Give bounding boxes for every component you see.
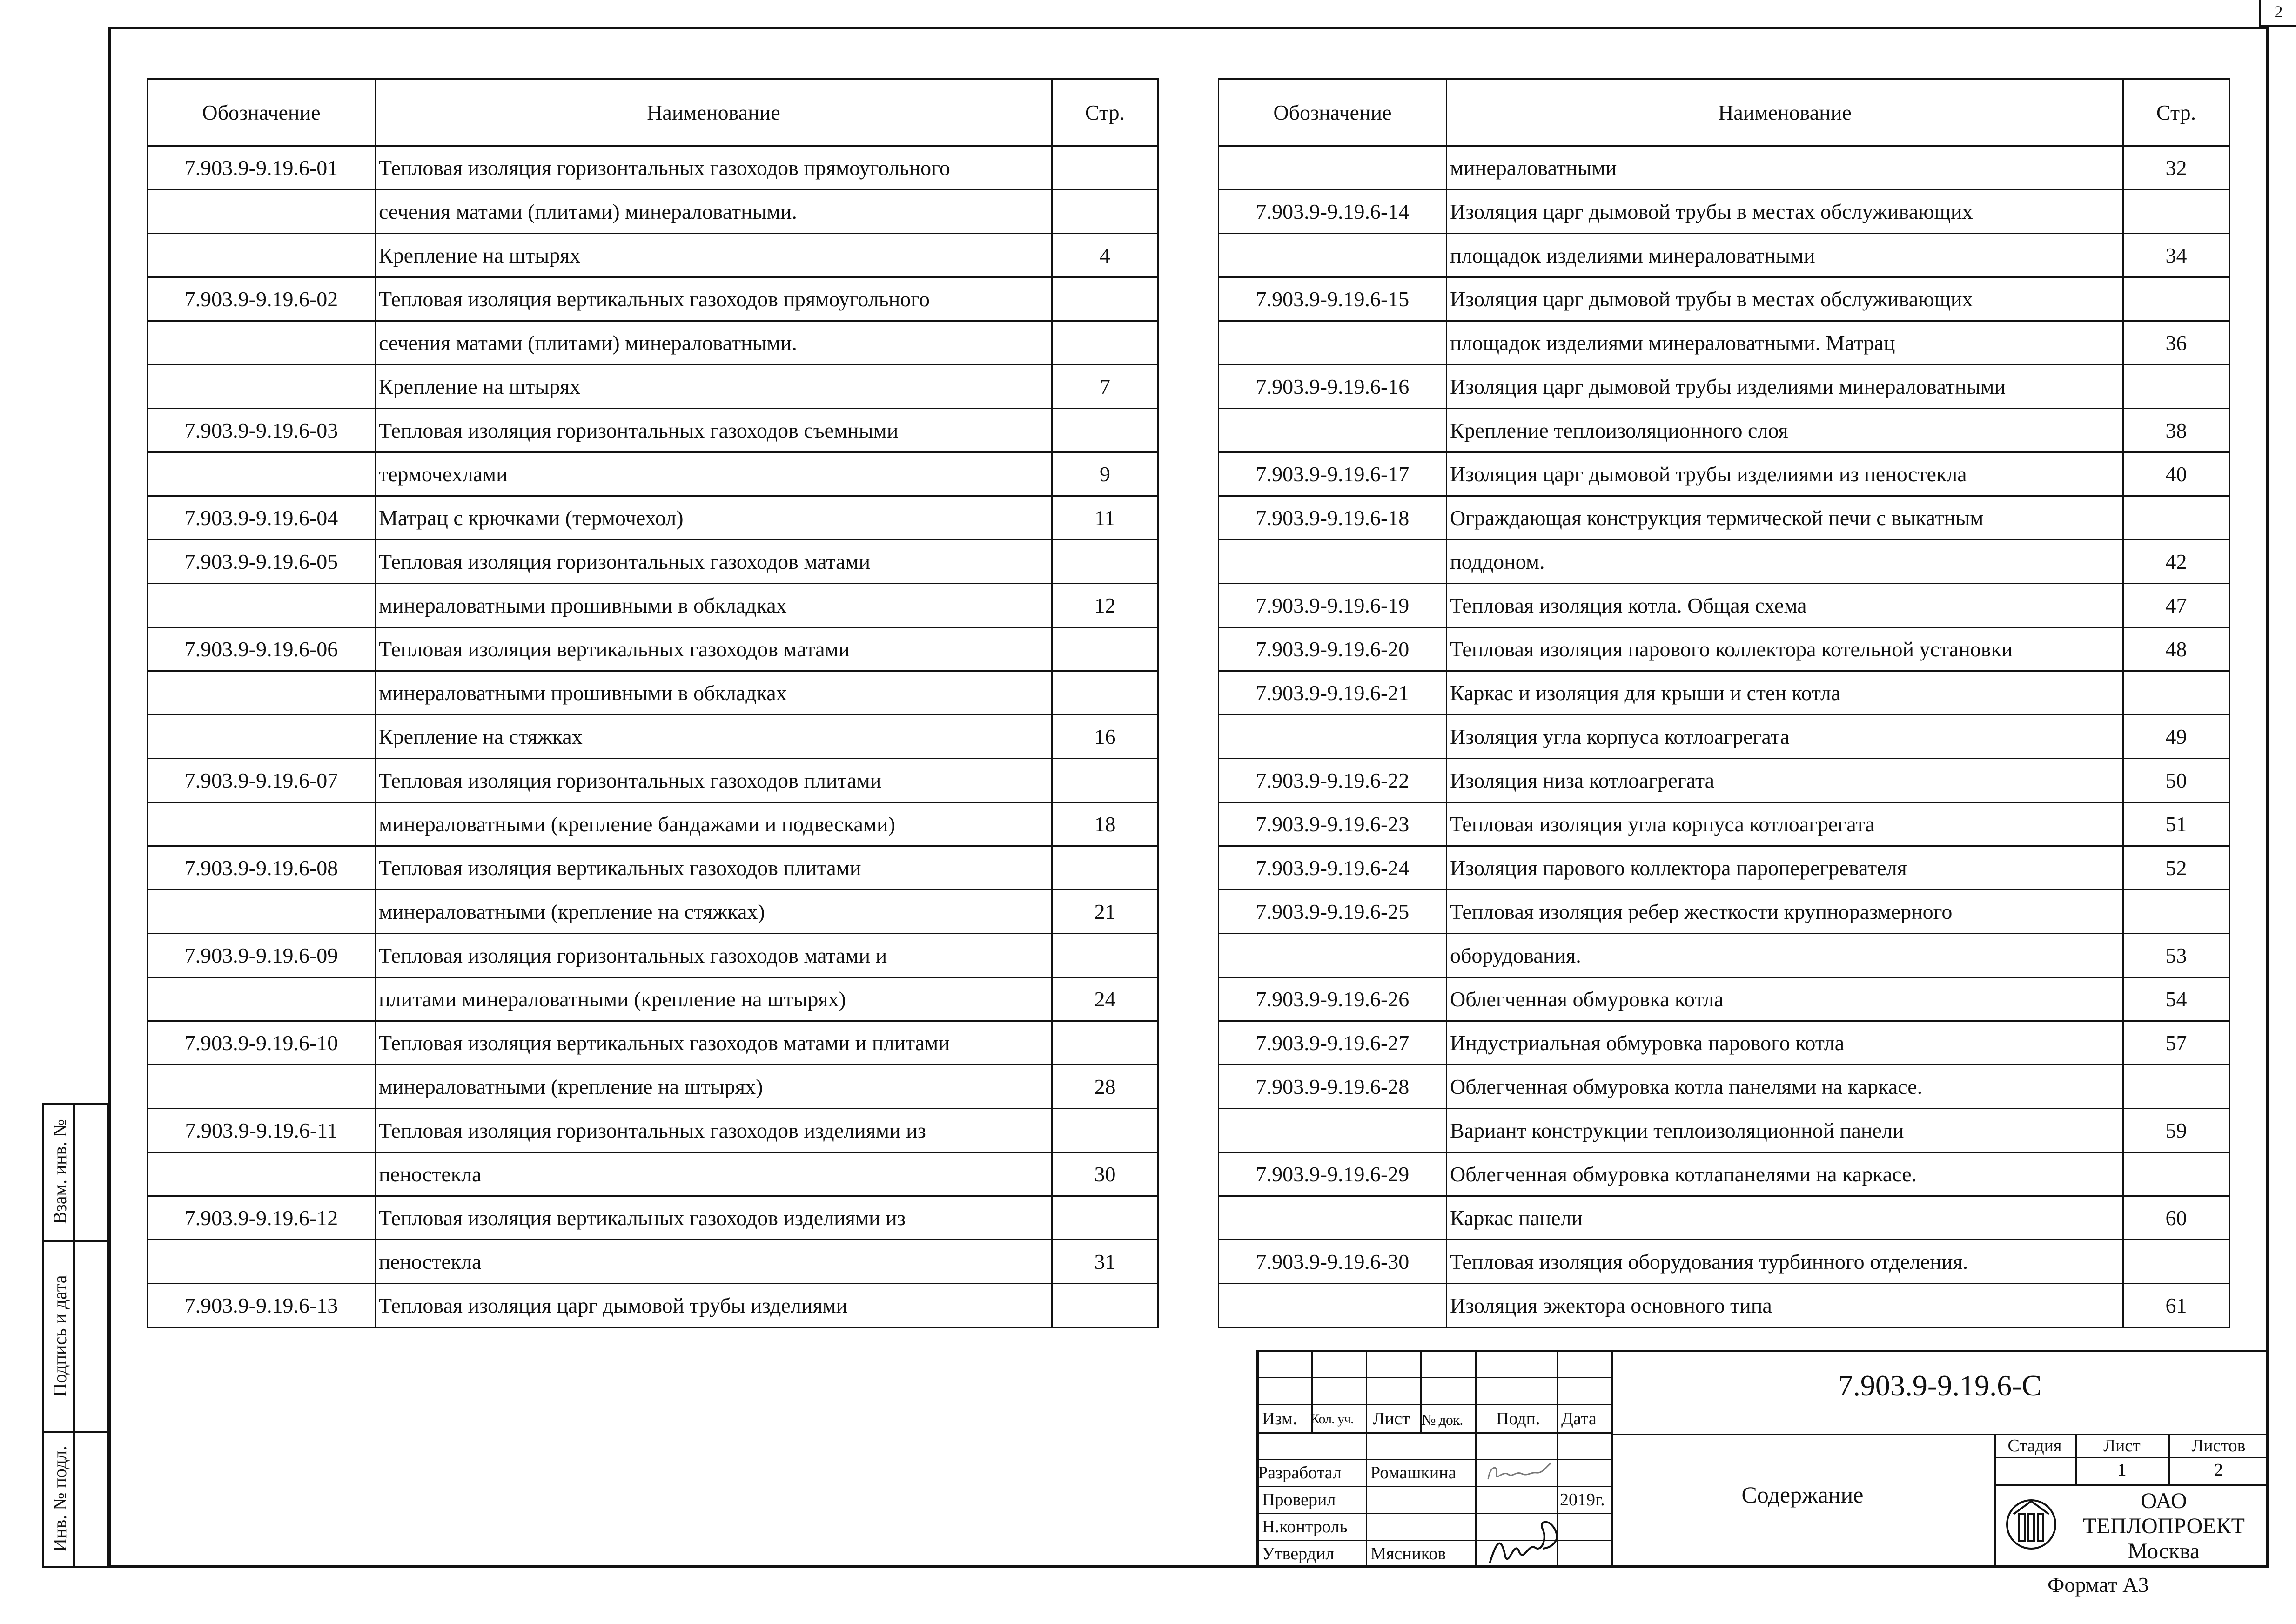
row-name: плитами минераловатными (крепление на штырях)	[376, 977, 1052, 1021]
row-name: сечения матами (плитами) минераловатными.	[376, 321, 1052, 365]
row-page	[1052, 1196, 1158, 1240]
row-page: 59	[2123, 1109, 2229, 1152]
table-row	[1219, 890, 2229, 934]
row-page: 11	[1052, 496, 1158, 540]
doc-title: Содержание	[1741, 1482, 1864, 1508]
col-header-doc: № док.	[1422, 1411, 1463, 1428]
table-row	[148, 540, 1158, 584]
row-code: 7.903.9-9.19.6-19	[1219, 584, 1447, 627]
row-code	[148, 234, 376, 277]
row-page: 53	[2123, 934, 2229, 977]
row-page: 61	[2123, 1284, 2229, 1328]
row-page	[1052, 671, 1158, 715]
row-page: 7	[1052, 365, 1158, 409]
table-row	[148, 627, 1158, 671]
col-header-list: Лист	[1373, 1409, 1410, 1429]
row-name: Вариант конструкции теплоизоляционной панели	[1447, 1109, 2123, 1152]
table-row	[148, 934, 1158, 977]
table-row	[148, 890, 1158, 934]
row-code: 7.903.9-9.19.6-06	[148, 627, 376, 671]
sheet-label: Лист	[2103, 1436, 2141, 1456]
row-page	[1052, 846, 1158, 890]
row-code	[1219, 934, 1447, 977]
table-row	[1219, 1284, 2229, 1328]
table-row	[1219, 977, 2229, 1021]
row-name: минераловатными (крепление на штырях)	[376, 1065, 1052, 1109]
row-code: 7.903.9-9.19.6-13	[148, 1284, 376, 1328]
table-row	[1219, 365, 2229, 409]
col-header-podp: Подп.	[1496, 1409, 1540, 1429]
row-code	[1219, 409, 1447, 452]
table-row	[1219, 802, 2229, 846]
row-code: 7.903.9-9.19.6-04	[148, 496, 376, 540]
row-page: 31	[1052, 1240, 1158, 1284]
title-block-grid	[1256, 1513, 1611, 1514]
table-row	[148, 1109, 1158, 1152]
table-row	[148, 1152, 1158, 1196]
table-row	[1219, 759, 2229, 802]
table-row	[148, 1284, 1158, 1328]
row-code: 7.903.9-9.19.6-28	[1219, 1065, 1447, 1109]
header-name: Наименование	[376, 79, 1052, 146]
header-page: Стр.	[1052, 79, 1158, 146]
row-name: оборудования.	[1447, 934, 2123, 977]
row-code	[1219, 234, 1447, 277]
row-page: 32	[2123, 146, 2229, 190]
table-row	[148, 1240, 1158, 1284]
row-code	[148, 1152, 376, 1196]
table-row	[148, 759, 1158, 802]
row-code: 7.903.9-9.19.6-08	[148, 846, 376, 890]
row-page	[2123, 1152, 2229, 1196]
row-page	[1052, 190, 1158, 234]
row-page: 48	[2123, 627, 2229, 671]
row-code: 7.903.9-9.19.6-30	[1219, 1240, 1447, 1284]
row-name: минераловатными (крепление бандажами и подвесками)	[376, 802, 1052, 846]
row-code: 7.903.9-9.19.6-17	[1219, 452, 1447, 496]
row-page	[1052, 759, 1158, 802]
row-code: 7.903.9-9.19.6-21	[1219, 671, 1447, 715]
table-row	[148, 584, 1158, 627]
table-row	[1219, 190, 2229, 234]
row-code	[148, 671, 376, 715]
side-label-podpis: Подпись и дата	[49, 1275, 70, 1397]
row-page	[2123, 190, 2229, 234]
role-checked: Проверил	[1262, 1490, 1336, 1509]
row-code	[1219, 540, 1447, 584]
side-label-vzam: Взам. инв. №	[49, 1119, 70, 1224]
row-page: 12	[1052, 584, 1158, 627]
role-approved-name: Мясников	[1370, 1544, 1446, 1563]
row-page: 57	[2123, 1021, 2229, 1065]
row-page	[1052, 627, 1158, 671]
sheet-value: 1	[2117, 1460, 2127, 1480]
table-row	[1219, 1152, 2229, 1196]
row-code: 7.903.9-9.19.6-29	[1219, 1152, 1447, 1196]
row-code: 7.903.9-9.19.6-22	[1219, 759, 1447, 802]
row-name: Тепловая изоляция оборудования турбинного отделения.	[1447, 1240, 2123, 1284]
row-name: пеностекла	[376, 1240, 1052, 1284]
row-code	[1219, 715, 1447, 759]
side-label-inv: Инв. № подл.	[49, 1446, 70, 1552]
col-header-kol: Кол. уч.	[1310, 1411, 1354, 1427]
row-name: Тепловая изоляция угла корпуса котлоагрегата	[1447, 802, 2123, 846]
sheets-label: Листов	[2191, 1436, 2246, 1456]
row-name: Изоляция царг дымовой трубы изделиями из пеностекла	[1447, 452, 2123, 496]
row-code	[148, 321, 376, 365]
row-name: Тепловая изоляция вертикальных газоходов изделиями из	[376, 1196, 1052, 1240]
row-page: 49	[2123, 715, 2229, 759]
row-name: Крепление на стяжках	[376, 715, 1052, 759]
row-code: 7.903.9-9.19.6-27	[1219, 1021, 1447, 1065]
title-block-grid	[1256, 1486, 1611, 1487]
row-code: 7.903.9-9.19.6-26	[1219, 977, 1447, 1021]
row-code	[148, 584, 376, 627]
row-name: Тепловая изоляция котла. Общая схема	[1447, 584, 2123, 627]
table-row	[148, 409, 1158, 452]
row-name: Изоляция парового коллектора пароперегревателя	[1447, 846, 2123, 890]
row-name: Матрац с крючками (термочехол)	[376, 496, 1052, 540]
table-row	[1219, 846, 2229, 890]
table-row	[1219, 234, 2229, 277]
teploproekt-logo-icon	[2003, 1496, 2059, 1552]
row-page: 50	[2123, 759, 2229, 802]
row-name: площадок изделиями минераловатными. Матрац	[1447, 321, 2123, 365]
table-row	[148, 1021, 1158, 1065]
row-page: 42	[2123, 540, 2229, 584]
row-name: Облегченная обмуровка котлапанелями на каркасе.	[1447, 1152, 2123, 1196]
stage-label: Стадия	[2007, 1436, 2062, 1456]
row-code: 7.903.9-9.19.6-02	[148, 277, 376, 321]
row-page	[2123, 1065, 2229, 1109]
row-name: Изоляция царг дымовой трубы в местах обслуживающих	[1447, 190, 2123, 234]
org-line-2: ТЕПЛОПРОЕКТ	[2083, 1514, 2245, 1538]
row-code: 7.903.9-9.19.6-16	[1219, 365, 1447, 409]
row-name: Ограждающая конструкция термической печи с выкатным	[1447, 496, 2123, 540]
col-header-date: Дата	[1561, 1409, 1597, 1429]
org-line-3: Москва	[2128, 1539, 2200, 1563]
table-row	[148, 365, 1158, 409]
role-developed-name: Ромашкина	[1370, 1463, 1457, 1482]
row-code: 7.903.9-9.19.6-12	[148, 1196, 376, 1240]
table-row	[1219, 934, 2229, 977]
row-name: минераловатными	[1447, 146, 2123, 190]
row-code	[148, 715, 376, 759]
row-page	[2123, 671, 2229, 715]
title-block-divider	[1994, 1484, 2269, 1486]
table-row	[1219, 1109, 2229, 1152]
org-line-1: ОАО	[2141, 1489, 2187, 1513]
row-code	[148, 977, 376, 1021]
row-page: 54	[2123, 977, 2229, 1021]
row-code: 7.903.9-9.19.6-10	[148, 1021, 376, 1065]
row-name: Крепление на штырях	[376, 365, 1052, 409]
row-name: Тепловая изоляция вертикальных газоходов матами и плитами	[376, 1021, 1052, 1065]
table-row	[148, 715, 1158, 759]
table-row	[148, 452, 1158, 496]
table-row	[1219, 321, 2229, 365]
sheets-value: 2	[2214, 1460, 2223, 1480]
row-page	[1052, 146, 1158, 190]
title-block-grid	[1256, 1459, 1611, 1460]
row-code	[148, 190, 376, 234]
table-row	[1219, 1065, 2229, 1109]
row-name: Тепловая изоляция горизонтальных газоходов съемными	[376, 409, 1052, 452]
row-name: Крепление на штырях	[376, 234, 1052, 277]
row-page: 40	[2123, 452, 2229, 496]
table-row	[148, 146, 1158, 190]
row-page	[1052, 1109, 1158, 1152]
row-name: Тепловая изоляция парового коллектора котельной установки	[1447, 627, 2123, 671]
header-name: Наименование	[1447, 79, 2123, 146]
table-row	[148, 190, 1158, 234]
col-header-izm: Изм.	[1262, 1409, 1297, 1429]
row-page: 28	[1052, 1065, 1158, 1109]
row-page: 36	[2123, 321, 2229, 365]
row-name: поддоном.	[1447, 540, 2123, 584]
row-name: Тепловая изоляция ребер жесткости крупноразмерного	[1447, 890, 2123, 934]
table-row	[1219, 1021, 2229, 1065]
row-name: минераловатными (крепление на стяжках)	[376, 890, 1052, 934]
table-row	[1219, 671, 2229, 715]
row-page	[2123, 890, 2229, 934]
row-page: 52	[2123, 846, 2229, 890]
title-block-grid	[1256, 1377, 1611, 1378]
row-page	[2123, 277, 2229, 321]
row-page	[1052, 321, 1158, 365]
row-name: Крепление теплоизоляционного слоя	[1447, 409, 2123, 452]
row-name: Изоляция царг дымовой трубы изделиями минераловатными	[1447, 365, 2123, 409]
row-name: Каркас и изоляция для крыши и стен котла	[1447, 671, 2123, 715]
sheet-number: 2	[2259, 0, 2296, 27]
row-name: Тепловая изоляция вертикальных газоходов прямоугольного	[376, 277, 1052, 321]
row-code	[1219, 146, 1447, 190]
row-page	[1052, 1021, 1158, 1065]
row-code	[148, 802, 376, 846]
table-row	[148, 277, 1158, 321]
table-row	[148, 321, 1158, 365]
row-code: 7.903.9-9.19.6-20	[1219, 627, 1447, 671]
table-row	[1219, 584, 2229, 627]
row-name: термочехлами	[376, 452, 1052, 496]
row-page	[2123, 1240, 2229, 1284]
row-code	[148, 365, 376, 409]
row-code: 7.903.9-9.19.6-18	[1219, 496, 1447, 540]
row-name: Тепловая изоляция горизонтальных газоходов матами и	[376, 934, 1052, 977]
row-code: 7.903.9-9.19.6-03	[148, 409, 376, 452]
row-code	[148, 1065, 376, 1109]
header-page: Стр.	[2123, 79, 2229, 146]
table-row	[1219, 496, 2229, 540]
table-row	[1219, 277, 2229, 321]
row-code: 7.903.9-9.19.6-15	[1219, 277, 1447, 321]
row-page	[1052, 540, 1158, 584]
row-page	[1052, 1284, 1158, 1328]
table-row	[148, 1065, 1158, 1109]
row-name: Индустриальная обмуровка парового котла	[1447, 1021, 2123, 1065]
table-row	[1219, 627, 2229, 671]
table-row	[1219, 146, 2229, 190]
role-ncontrol: Н.контроль	[1262, 1517, 1348, 1536]
row-code: 7.903.9-9.19.6-25	[1219, 890, 1447, 934]
title-block-grid	[1256, 1432, 1611, 1434]
table-row	[148, 802, 1158, 846]
row-name: Изоляция угла корпуса котлоагрегата	[1447, 715, 2123, 759]
table-row	[148, 977, 1158, 1021]
row-name: Тепловая изоляция царг дымовой трубы изделиями	[376, 1284, 1052, 1328]
row-page: 38	[2123, 409, 2229, 452]
row-name: Облегченная обмуровка котла	[1447, 977, 2123, 1021]
contents-table-left	[147, 78, 1159, 1328]
row-name: Тепловая изоляция горизонтальных газоходов прямоугольного	[376, 146, 1052, 190]
row-name: пеностекла	[376, 1152, 1052, 1196]
row-name: Тепловая изоляция горизонтальных газоходов матами	[376, 540, 1052, 584]
row-page: 24	[1052, 977, 1158, 1021]
table-row	[1219, 540, 2229, 584]
table-row	[148, 234, 1158, 277]
title-block-divider	[1994, 1457, 2269, 1458]
row-code: 7.903.9-9.19.6-14	[1219, 190, 1447, 234]
row-code: 7.903.9-9.19.6-09	[148, 934, 376, 977]
row-code	[1219, 1109, 1447, 1152]
row-code	[148, 890, 376, 934]
row-name: Тепловая изоляция горизонтальных газоходов плитами	[376, 759, 1052, 802]
row-code: 7.903.9-9.19.6-24	[1219, 846, 1447, 890]
signature-approver	[1487, 1515, 1561, 1566]
table-row	[148, 671, 1158, 715]
row-code	[148, 1240, 376, 1284]
role-checked-date: 2019г.	[1560, 1490, 1605, 1509]
row-code	[1219, 321, 1447, 365]
row-name: минераловатными прошивными в обкладках	[376, 584, 1052, 627]
signature-developer	[1484, 1461, 1554, 1487]
row-page: 4	[1052, 234, 1158, 277]
table-row	[1219, 1196, 2229, 1240]
row-page: 21	[1052, 890, 1158, 934]
table-row	[1219, 715, 2229, 759]
role-developed: Разработал	[1258, 1463, 1342, 1482]
header-code: Обозначение	[148, 79, 376, 146]
row-name: Облегченная обмуровка котла панелями на каркасе.	[1447, 1065, 2123, 1109]
row-name: площадок изделиями минераловатными	[1447, 234, 2123, 277]
row-code: 7.903.9-9.19.6-05	[148, 540, 376, 584]
row-page	[2123, 496, 2229, 540]
table-row	[148, 496, 1158, 540]
doc-code: 7.903.9-9.19.6-С	[1838, 1369, 2042, 1402]
row-name: сечения матами (плитами) минераловатными.	[376, 190, 1052, 234]
row-code	[1219, 1284, 1447, 1328]
row-name: минераловатными прошивными в обкладках	[376, 671, 1052, 715]
row-name: Тепловая изоляция горизонтальных газоходов изделиями из	[376, 1109, 1052, 1152]
row-page: 30	[1052, 1152, 1158, 1196]
row-code: 7.903.9-9.19.6-07	[148, 759, 376, 802]
row-name: Каркас панели	[1447, 1196, 2123, 1240]
row-code: 7.903.9-9.19.6-11	[148, 1109, 376, 1152]
row-page: 47	[2123, 584, 2229, 627]
table-row	[148, 1196, 1158, 1240]
row-code: 7.903.9-9.19.6-23	[1219, 802, 1447, 846]
row-name: Тепловая изоляция вертикальных газоходов матами	[376, 627, 1052, 671]
table-row	[148, 846, 1158, 890]
row-page	[1052, 277, 1158, 321]
role-approved: Утвердил	[1262, 1544, 1335, 1563]
row-name: Изоляция царг дымовой трубы в местах обслуживающих	[1447, 277, 2123, 321]
contents-table-right	[1218, 78, 2230, 1328]
row-name: Изоляция низа котлоагрегата	[1447, 759, 2123, 802]
header-code: Обозначение	[1219, 79, 1447, 146]
row-page: 18	[1052, 802, 1158, 846]
row-page: 9	[1052, 452, 1158, 496]
title-block-grid	[1256, 1404, 1611, 1405]
row-code	[148, 452, 376, 496]
table-row	[1219, 1240, 2229, 1284]
row-page	[2123, 365, 2229, 409]
row-page: 34	[2123, 234, 2229, 277]
format-label: Формат А3	[2048, 1573, 2149, 1597]
row-code	[1219, 1196, 1447, 1240]
row-page: 51	[2123, 802, 2229, 846]
row-page: 16	[1052, 715, 1158, 759]
row-code: 7.903.9-9.19.6-01	[148, 146, 376, 190]
row-page	[1052, 934, 1158, 977]
table-row	[1219, 452, 2229, 496]
row-name: Изоляция эжектора основного типа	[1447, 1284, 2123, 1328]
row-page: 60	[2123, 1196, 2229, 1240]
table-row	[1219, 409, 2229, 452]
row-page	[1052, 409, 1158, 452]
row-name: Тепловая изоляция вертикальных газоходов плитами	[376, 846, 1052, 890]
